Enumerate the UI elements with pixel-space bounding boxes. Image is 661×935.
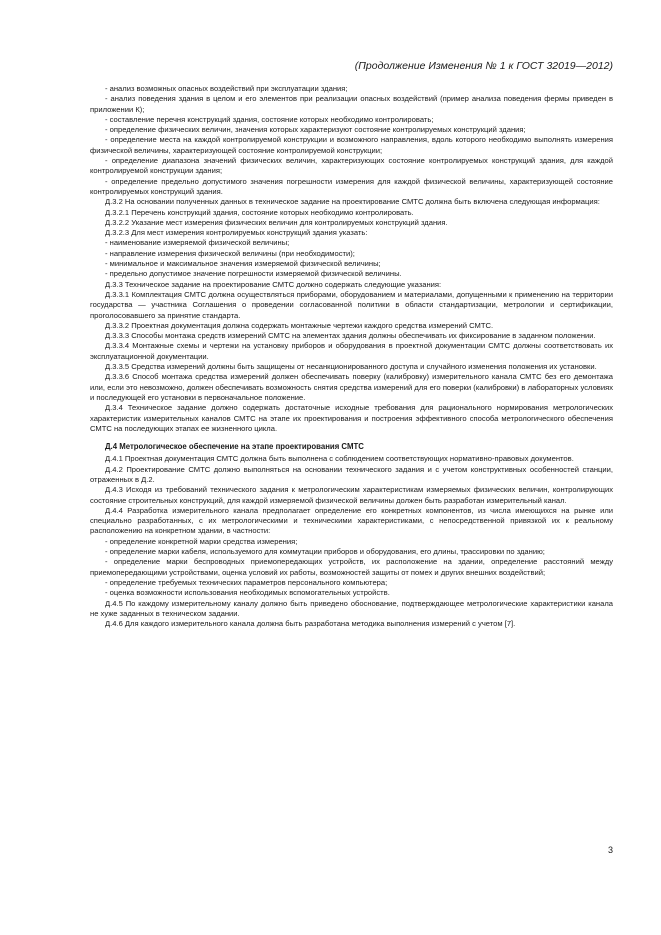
paragraph: Д.3.3.5 Средства измерений должны быть защищены от несанкционированного доступа и случайного изменения положения их установки.	[105, 362, 597, 372]
paragraph: Д.3.2 На основании полученных данных в техническое задание на проектирование СМТС должна быть включена следующая информация:	[105, 197, 600, 207]
paragraph: - определение места на каждой контролируемой конструкции и возможного направления, вдоль которого необходимо выполнять измерения физической величины, характеризующей состояние контролируемой конструкции;	[90, 135, 613, 155]
paragraph: - анализ возможных опасных воздействий при эксплуатации здания;	[105, 84, 348, 93]
paragraph: - определение требуемых технических параметров персонального компьютера;	[105, 577, 388, 587]
paragraph: Д.3.2.3 Для мест измерения контролируемых конструкций здания указать:	[105, 228, 368, 238]
paragraph: Д.3.3.1 Комплектация СМТС должна осуществляться приборами, оборудованием и материалами, допущенными к применению на территории государства — участника Соглашения о проведении согласованной политики в области стандартизации, метрологии и сертификации, проголосовавшего за принятие стандарта.	[90, 289, 613, 320]
paragraph: Д.3.2.1 Перечень конструкций здания, состояние которых необходимо контролировать.	[105, 207, 414, 217]
paragraph: - определение физических величин, значения которых характеризуют состояние контролируемых конструкций здания;	[105, 125, 526, 135]
continuation-header: (Продолжение Изменения № 1 к ГОСТ 32019—2012)	[354, 60, 613, 72]
document-body	[90, 84, 613, 629]
paragraph: - определение диапазона значений физических величин, характеризующих состояние контролируемых конструкций здания, для каждой контролируемой конструкции здания;	[90, 156, 613, 176]
paragraph: - минимальное и максимальное значения измеряемой физической величины;	[105, 259, 381, 269]
paragraph: - анализ поведения здания в целом и его элементов при реализации опасных воздействий (пример анализа поведения фермы приведен в приложении К);	[90, 94, 613, 114]
paragraph: - оценка возможности использования необходимых вспомогательных устройств.	[105, 588, 390, 598]
paragraph: - наименование измеряемой физической величины;	[105, 238, 290, 248]
paragraph: - составление перечня конструкций здания, состояние которых необходимо контролировать;	[105, 114, 434, 124]
paragraph: Д.4.4 Разработка измерительного канала предполагает определение его конкретных компонентов, из числа имеющихся на рынке или специально разработанных, с их метрологическими и техническими характеристиками, с непосредственной привязкой их к реальному расположению на конкретном здании, в частности:	[90, 505, 613, 536]
paragraph: Д.3.3 Техническое задание на проектирование СМТС должно содержать следующие указания:	[105, 279, 442, 289]
page-number: 3	[607, 845, 613, 855]
paragraph: Д.4.6 Для каждого измерительного канала должна быть разработана методика выполнения измерений с учетом [7].	[105, 619, 516, 629]
paragraphs-before-section	[90, 84, 613, 434]
paragraph: Д.3.3.6 Способ монтажа средства измерений должен обеспечивать поверку (калибровку) измерительного канала СМТС без его демонтажа или, если это невозможно, должен обеспечивать возможность снятия средства измерений для его поверки (калибровки) в лабораторных условиях и последующей его установки в первоначальное положение.	[90, 372, 613, 402]
paragraph: Д.3.3.4 Монтажные схемы и чертежи на установку приборов и оборудования в проектной документации СМТС должны соответствовать их эксплуатационной документации.	[90, 341, 613, 361]
paragraph: - определение предельно допустимого значения погрешности измерения для каждой физической величины, характеризующей состояние контролируемых конструкций здания.	[90, 176, 613, 196]
paragraph: Д.4.2 Проектирование СМТС должно выполняться на основании технического задания и с учетом конструктивных особенностей станции, отраженных в Д.2.	[90, 464, 613, 484]
paragraph: Д.3.4 Техническое задание должно содержать достаточные исходные требования для рационального нормирования метрологических характеристик измерительных каналов СМТС на этапе их проектирования и построения эффективного способа метрологического обеспечения СМТС на последующих этапах ее жизненного цикла.	[90, 403, 613, 433]
section-heading: Д.4 Метрологическое обеспечение на этапе проектирования СМТС	[105, 442, 364, 452]
paragraph: Д.4.5 По каждому измерительному каналу должно быть приведено обоснование, подтверждающее метрологические характеристики канала не хуже заданных в техническом задании.	[90, 598, 613, 618]
paragraph: Д.4.1 Проектная документация СМТС должна быть выполнена с соблюдением соответствующих нормативно-правовых документов.	[105, 454, 574, 464]
paragraph: - определение марки кабеля, используемого для коммутации приборов и оборудования, его длины, трассировки по зданию;	[105, 547, 545, 557]
paragraph: Д.4.3 Исходя из требований технического задания к метрологическим характеристикам измеряемых физических величин, контролирующих состояние строительных конструкций, для каждой измеряемой физической величины должен быть разработан измерительный канал.	[90, 485, 613, 505]
paragraph: Д.3.3.3 Способы монтажа средств измерений СМТС на элементах здания должны обеспечивать их фиксирование в заданном положении.	[105, 331, 596, 341]
paragraph: - определение конкретной марки средства измерения;	[105, 536, 298, 546]
paragraph: - предельно допустимое значение погрешности измеряемой физической величины.	[105, 269, 402, 279]
paragraph: - направление измерения физической величины (при необходимости);	[105, 248, 355, 258]
paragraphs-after-section	[90, 454, 613, 629]
paragraph: Д.3.2.2 Указание мест измерения физических величин для контролируемых конструкций здания.	[105, 217, 448, 227]
paragraph: Д.3.3.2 Проектная документация должна содержать монтажные чертежи каждого средства измерений СМТС.	[105, 320, 494, 330]
paragraph: - определение марки беспроводных приемопередающих устройств, их расположение на здании, определение расстояний между приемопередающими устройствами, оценка условий их работы, возможностей защиты от помех и других внешних воздействий;	[90, 557, 613, 577]
